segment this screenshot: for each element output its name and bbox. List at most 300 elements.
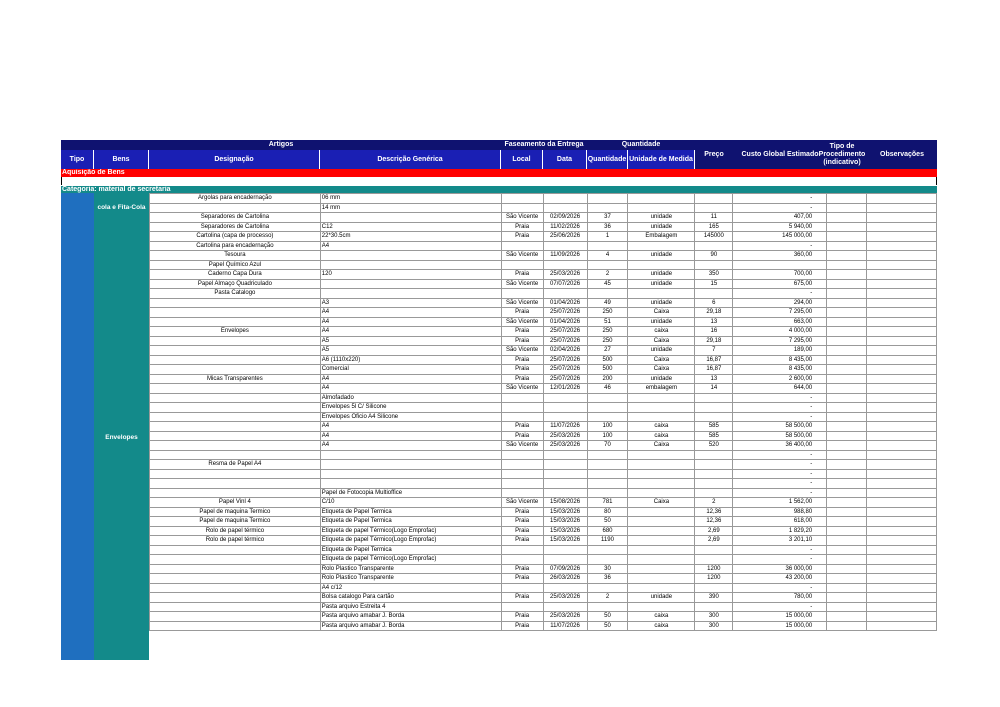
cell-descricao: A5 <box>320 346 501 356</box>
cell-preco <box>695 260 733 270</box>
cell-tipo-procedimento <box>827 365 867 375</box>
cell-data: 25/07/2026 <box>543 365 587 375</box>
cell-quantidade: 30 <box>587 564 628 574</box>
cell-observacoes <box>867 555 937 565</box>
header-quantidade: Quantidade <box>587 150 628 169</box>
items-table <box>149 193 937 631</box>
table-row <box>150 450 937 460</box>
cell-quantidade <box>587 241 628 251</box>
cell-observacoes <box>867 327 937 337</box>
cell-descricao <box>320 289 501 299</box>
cell-data: 02/09/2026 <box>543 213 587 223</box>
cell-preco: 6 <box>695 298 733 308</box>
cell-observacoes <box>867 232 937 242</box>
cell-designacao <box>150 612 321 622</box>
cell-local <box>501 555 543 565</box>
cell-observacoes <box>867 507 937 517</box>
cell-observacoes <box>867 564 937 574</box>
table-row <box>150 479 937 489</box>
cell-quantidade <box>587 545 628 555</box>
table-row <box>150 260 937 270</box>
header-descricao: Descrição Genérica <box>320 150 501 169</box>
cell-preco: 1200 <box>695 574 733 584</box>
cell-tipo-procedimento <box>827 194 867 204</box>
cell-preco: 7 <box>695 346 733 356</box>
header-local: Local <box>501 150 543 169</box>
cell-observacoes <box>867 365 937 375</box>
cell-observacoes <box>867 574 937 584</box>
cell-descricao: C12 <box>320 222 501 232</box>
cell-tipo-procedimento <box>827 412 867 422</box>
cell-custo: 294,00 <box>733 298 827 308</box>
cell-unidade <box>628 450 695 460</box>
cell-descricao: A5 <box>320 336 501 346</box>
table-row <box>150 460 937 470</box>
cell-local: São Vicente <box>501 298 543 308</box>
cell-descricao: C/10 <box>320 498 501 508</box>
cell-custo: 663,00 <box>733 317 827 327</box>
cell-local: São Vicente <box>501 384 543 394</box>
bens-group-envelopes: Envelopes <box>94 222 149 652</box>
cell-preco <box>695 583 733 593</box>
cell-local: Praia <box>501 507 543 517</box>
cell-preco: 12,36 <box>695 507 733 517</box>
cell-data: 01/04/2026 <box>543 298 587 308</box>
cell-designacao: Pasta Catalogo <box>150 289 321 299</box>
table-row <box>150 621 937 631</box>
cell-descricao: Almofadado <box>320 393 501 403</box>
cell-descricao: Comercial <box>320 365 501 375</box>
cell-data <box>543 289 587 299</box>
cell-tipo-procedimento <box>827 298 867 308</box>
cell-observacoes <box>867 251 937 261</box>
cell-observacoes <box>867 460 937 470</box>
cell-descricao: Etiqueta de Papel Termica <box>320 517 501 527</box>
table-row <box>150 403 937 413</box>
cell-unidade <box>628 574 695 584</box>
cell-data <box>543 203 587 213</box>
cell-designacao: Separadores de Cartolina <box>150 222 321 232</box>
cell-custo: - <box>733 555 827 565</box>
cell-local: Praia <box>501 270 543 280</box>
cell-quantidade: 250 <box>587 308 628 318</box>
cell-tipo-procedimento <box>827 545 867 555</box>
cell-custo: - <box>733 412 827 422</box>
cell-unidade <box>628 479 695 489</box>
cell-local: São Vicente <box>501 346 543 356</box>
cell-preco: 585 <box>695 431 733 441</box>
cell-custo: - <box>733 602 827 612</box>
cell-tipo-procedimento <box>827 517 867 527</box>
cell-designacao <box>150 545 321 555</box>
cell-data: 11/07/2026 <box>543 621 587 631</box>
section-categoria: Categoria: material de secretaria <box>61 185 937 193</box>
table-row <box>150 279 937 289</box>
cell-data: 15/03/2026 <box>543 517 587 527</box>
cell-designacao <box>150 555 321 565</box>
cell-quantidade: 50 <box>587 621 628 631</box>
bens-group-last <box>94 652 149 660</box>
cell-observacoes <box>867 241 937 251</box>
cell-custo: - <box>733 479 827 489</box>
cell-designacao <box>150 317 321 327</box>
cell-data: 11/09/2026 <box>543 251 587 261</box>
cell-unidade <box>628 555 695 565</box>
cell-preco <box>695 602 733 612</box>
cell-preco: 16,87 <box>695 355 733 365</box>
table-row <box>150 327 937 337</box>
cell-local: São Vicente <box>501 251 543 261</box>
cell-designacao <box>150 308 321 318</box>
cell-local: Praia <box>501 222 543 232</box>
cell-custo: - <box>733 194 827 204</box>
cell-data: 02/04/2026 <box>543 346 587 356</box>
cell-descricao: Etiqueta de papel Térmico(Logo Emprofac) <box>320 536 501 546</box>
cell-quantidade: 500 <box>587 365 628 375</box>
cell-descricao: A4 <box>320 431 501 441</box>
cell-observacoes <box>867 612 937 622</box>
cell-designacao <box>150 298 321 308</box>
cell-quantidade <box>587 194 628 204</box>
table-row <box>150 536 937 546</box>
cell-descricao: Envelopes 5l C/ Silicone <box>320 403 501 413</box>
cell-quantidade: 100 <box>587 422 628 432</box>
cell-descricao: A4 <box>320 374 501 384</box>
cell-preco: 13 <box>695 317 733 327</box>
cell-designacao <box>150 422 321 432</box>
cell-custo: 15 000,00 <box>733 612 827 622</box>
cell-quantidade: 49 <box>587 298 628 308</box>
cell-descricao: A4 <box>320 441 501 451</box>
cell-local: Praia <box>501 574 543 584</box>
cell-quantidade: 50 <box>587 612 628 622</box>
cell-preco <box>695 545 733 555</box>
cell-descricao: Papel de Fotocopia Multioffice <box>320 488 501 498</box>
cell-descricao: Etiqueta de papel Térmico(Logo Emprofac) <box>320 555 501 565</box>
cell-unidade: unidade <box>628 279 695 289</box>
cell-tipo-procedimento <box>827 403 867 413</box>
cell-designacao <box>150 403 321 413</box>
cell-designacao <box>150 393 321 403</box>
cell-tipo-procedimento <box>827 327 867 337</box>
cell-designacao <box>150 355 321 365</box>
cell-tipo-procedimento <box>827 441 867 451</box>
cell-data: 25/03/2026 <box>543 431 587 441</box>
cell-preco: 585 <box>695 422 733 432</box>
cell-designacao <box>150 441 321 451</box>
cell-preco: 2,69 <box>695 526 733 536</box>
header-designacao: Designação <box>149 150 320 169</box>
cell-unidade: unidade <box>628 346 695 356</box>
cell-tipo-procedimento <box>827 393 867 403</box>
table-row <box>150 213 937 223</box>
cell-descricao: Bolsa catalogo Para cartão <box>320 593 501 603</box>
cell-preco <box>695 412 733 422</box>
cell-unidade <box>628 194 695 204</box>
cell-descricao: Pasta arquivo amabar J. Borda <box>320 621 501 631</box>
cell-custo: 7 295,00 <box>733 336 827 346</box>
cell-descricao: Etiqueta de papel Térmico(Logo Emprofac) <box>320 526 501 536</box>
cell-descricao <box>320 260 501 270</box>
cell-tipo-procedimento <box>827 232 867 242</box>
cell-custo: 43 200,00 <box>733 574 827 584</box>
cell-tipo-procedimento <box>827 450 867 460</box>
cell-unidade: Caixa <box>628 441 695 451</box>
cell-quantidade: 27 <box>587 346 628 356</box>
cell-data <box>543 450 587 460</box>
table-row <box>150 507 937 517</box>
cell-preco <box>695 203 733 213</box>
cell-quantidade <box>587 602 628 612</box>
cell-local <box>501 488 543 498</box>
cell-observacoes <box>867 289 937 299</box>
cell-data: 25/03/2026 <box>543 270 587 280</box>
cell-observacoes <box>867 593 937 603</box>
cell-preco: 2 <box>695 498 733 508</box>
table-row <box>150 317 937 327</box>
cell-quantidade: 51 <box>587 317 628 327</box>
cell-observacoes <box>867 346 937 356</box>
cell-quantidade <box>587 393 628 403</box>
cell-unidade <box>628 536 695 546</box>
cell-unidade: unidade <box>628 374 695 384</box>
table-row <box>150 583 937 593</box>
cell-quantidade <box>587 583 628 593</box>
cell-custo: 407,00 <box>733 213 827 223</box>
cell-unidade <box>628 602 695 612</box>
cell-descricao: A4 <box>320 327 501 337</box>
cell-custo: - <box>733 450 827 460</box>
cell-preco: 14 <box>695 384 733 394</box>
cell-data: 12/01/2026 <box>543 384 587 394</box>
table-row <box>150 545 937 555</box>
cell-quantidade <box>587 479 628 489</box>
cell-tipo-procedimento <box>827 422 867 432</box>
cell-custo: - <box>733 289 827 299</box>
cell-preco <box>695 555 733 565</box>
cell-data <box>543 469 587 479</box>
cell-designacao: Rolo de papel térmico <box>150 526 321 536</box>
table-row <box>150 203 937 213</box>
cell-preco: 13 <box>695 374 733 384</box>
cell-local <box>501 460 543 470</box>
cell-quantidade: 1190 <box>587 536 628 546</box>
cell-data: 25/03/2026 <box>543 612 587 622</box>
cell-designacao <box>150 593 321 603</box>
table-row <box>150 498 937 508</box>
cell-preco: 1200 <box>695 564 733 574</box>
cell-custo: 15 000,00 <box>733 621 827 631</box>
cell-quantidade: 45 <box>587 279 628 289</box>
header-faseamento: Faseamento da Entrega <box>504 141 584 148</box>
cell-unidade <box>628 203 695 213</box>
cell-tipo-procedimento <box>827 583 867 593</box>
cell-local <box>501 602 543 612</box>
cell-observacoes <box>867 298 937 308</box>
cell-quantidade: 781 <box>587 498 628 508</box>
cell-quantidade: 36 <box>587 574 628 584</box>
cell-tipo-procedimento <box>827 507 867 517</box>
cell-tipo-procedimento <box>827 270 867 280</box>
cell-local: Praia <box>501 612 543 622</box>
cell-descricao: A4 <box>320 317 501 327</box>
cell-local: São Vicente <box>501 213 543 223</box>
cell-descricao: Etiqueta de Papel Termica <box>320 507 501 517</box>
cell-unidade <box>628 507 695 517</box>
cell-quantidade <box>587 555 628 565</box>
tipo-column <box>61 193 94 660</box>
cell-unidade: unidade <box>628 317 695 327</box>
cell-tipo-procedimento <box>827 612 867 622</box>
header-preco: Preço <box>704 150 724 158</box>
cell-tipo-procedimento <box>827 317 867 327</box>
cell-tipo-procedimento <box>827 384 867 394</box>
cell-descricao: A4 <box>320 422 501 432</box>
cell-quantidade <box>587 403 628 413</box>
table-row <box>150 422 937 432</box>
cell-data: 25/07/2026 <box>543 374 587 384</box>
cell-unidade: embalagem <box>628 384 695 394</box>
cell-preco: 29,18 <box>695 336 733 346</box>
cell-data: 26/03/2026 <box>543 574 587 584</box>
cell-custo: 58 500,00 <box>733 431 827 441</box>
table-row <box>150 194 937 204</box>
cell-quantidade <box>587 412 628 422</box>
cell-observacoes <box>867 431 937 441</box>
cell-quantidade: 46 <box>587 384 628 394</box>
cell-preco <box>695 194 733 204</box>
cell-custo: 2 600,00 <box>733 374 827 384</box>
cell-local: Praia <box>501 374 543 384</box>
table-row <box>150 431 937 441</box>
cell-unidade: Caixa <box>628 308 695 318</box>
cell-designacao: Resma de Papel A4 <box>150 460 321 470</box>
cell-designacao <box>150 203 321 213</box>
cell-observacoes <box>867 469 937 479</box>
cell-tipo-procedimento <box>827 260 867 270</box>
cell-data <box>543 393 587 403</box>
cell-unidade: Caixa <box>628 365 695 375</box>
cell-tipo-procedimento <box>827 555 867 565</box>
header-quantidade-group: Quantidade <box>621 141 661 148</box>
table-row <box>150 251 937 261</box>
cell-tipo-procedimento <box>827 251 867 261</box>
cell-designacao <box>150 602 321 612</box>
cell-observacoes <box>867 412 937 422</box>
cell-quantidade: 250 <box>587 327 628 337</box>
cell-local: Praia <box>501 327 543 337</box>
cell-observacoes <box>867 336 937 346</box>
cell-unidade: unidade <box>628 298 695 308</box>
cell-data <box>543 583 587 593</box>
cell-unidade: unidade <box>628 270 695 280</box>
cell-tipo-procedimento <box>827 479 867 489</box>
cell-custo: - <box>733 545 827 555</box>
cell-custo: 189,00 <box>733 346 827 356</box>
cell-preco <box>695 479 733 489</box>
cell-data <box>543 488 587 498</box>
cell-tipo-procedimento <box>827 279 867 289</box>
cell-tipo-procedimento <box>827 213 867 223</box>
cell-custo: - <box>733 469 827 479</box>
table-row <box>150 336 937 346</box>
cell-data: 11/02/2026 <box>543 222 587 232</box>
table-header <box>61 140 937 169</box>
cell-unidade: Caixa <box>628 355 695 365</box>
cell-designacao <box>150 479 321 489</box>
cell-quantidade <box>587 488 628 498</box>
cell-data: 11/07/2026 <box>543 422 587 432</box>
cell-observacoes <box>867 441 937 451</box>
cell-custo: - <box>733 583 827 593</box>
cell-descricao <box>320 251 501 261</box>
cell-data <box>543 545 587 555</box>
cell-unidade <box>628 526 695 536</box>
cell-local: Praia <box>501 336 543 346</box>
table-row <box>150 488 937 498</box>
cell-designacao: Papel de maquina Termico <box>150 507 321 517</box>
cell-data: 15/03/2026 <box>543 507 587 517</box>
table-row <box>150 365 937 375</box>
table-row <box>150 298 937 308</box>
cell-preco: 90 <box>695 251 733 261</box>
cell-quantidade: 1 <box>587 232 628 242</box>
cell-descricao: 14 mm <box>320 203 501 213</box>
cell-custo: - <box>733 393 827 403</box>
cell-descricao: A3 <box>320 298 501 308</box>
cell-unidade: unidade <box>628 593 695 603</box>
cell-descricao: A4 <box>320 384 501 394</box>
table-row <box>150 222 937 232</box>
cell-local <box>501 469 543 479</box>
table-row <box>150 555 937 565</box>
cell-quantidade: 500 <box>587 355 628 365</box>
cell-unidade <box>628 517 695 527</box>
cell-tipo-procedimento <box>827 536 867 546</box>
cell-descricao: A6 (1110x220) <box>320 355 501 365</box>
header-observacoes: Observações <box>880 150 924 158</box>
cell-observacoes <box>867 517 937 527</box>
cell-data <box>543 555 587 565</box>
cell-designacao: Rolo de papel térmico <box>150 536 321 546</box>
cell-unidade <box>628 488 695 498</box>
cell-tipo-procedimento <box>827 203 867 213</box>
cell-observacoes <box>867 602 937 612</box>
cell-designacao: Papel Almaço Quadriculado <box>150 279 321 289</box>
cell-preco <box>695 241 733 251</box>
cell-local: Praia <box>501 564 543 574</box>
cell-local <box>501 203 543 213</box>
cell-designacao <box>150 574 321 584</box>
cell-descricao: Etiqueta de Papel Termica <box>320 545 501 555</box>
cell-custo: 360,00 <box>733 251 827 261</box>
cell-local: Praia <box>501 232 543 242</box>
cell-observacoes <box>867 526 937 536</box>
cell-quantidade: 680 <box>587 526 628 536</box>
cell-custo: 8 435,00 <box>733 355 827 365</box>
table-row <box>150 564 937 574</box>
cell-data: 15/08/2026 <box>543 498 587 508</box>
cell-designacao: Tesoura <box>150 251 321 261</box>
cell-preco: 300 <box>695 612 733 622</box>
cell-tipo-procedimento <box>827 593 867 603</box>
cell-observacoes <box>867 355 937 365</box>
cell-preco <box>695 460 733 470</box>
cell-custo: 780,00 <box>733 593 827 603</box>
cell-unidade <box>628 412 695 422</box>
cell-quantidade <box>587 460 628 470</box>
cell-data: 07/09/2026 <box>543 564 587 574</box>
